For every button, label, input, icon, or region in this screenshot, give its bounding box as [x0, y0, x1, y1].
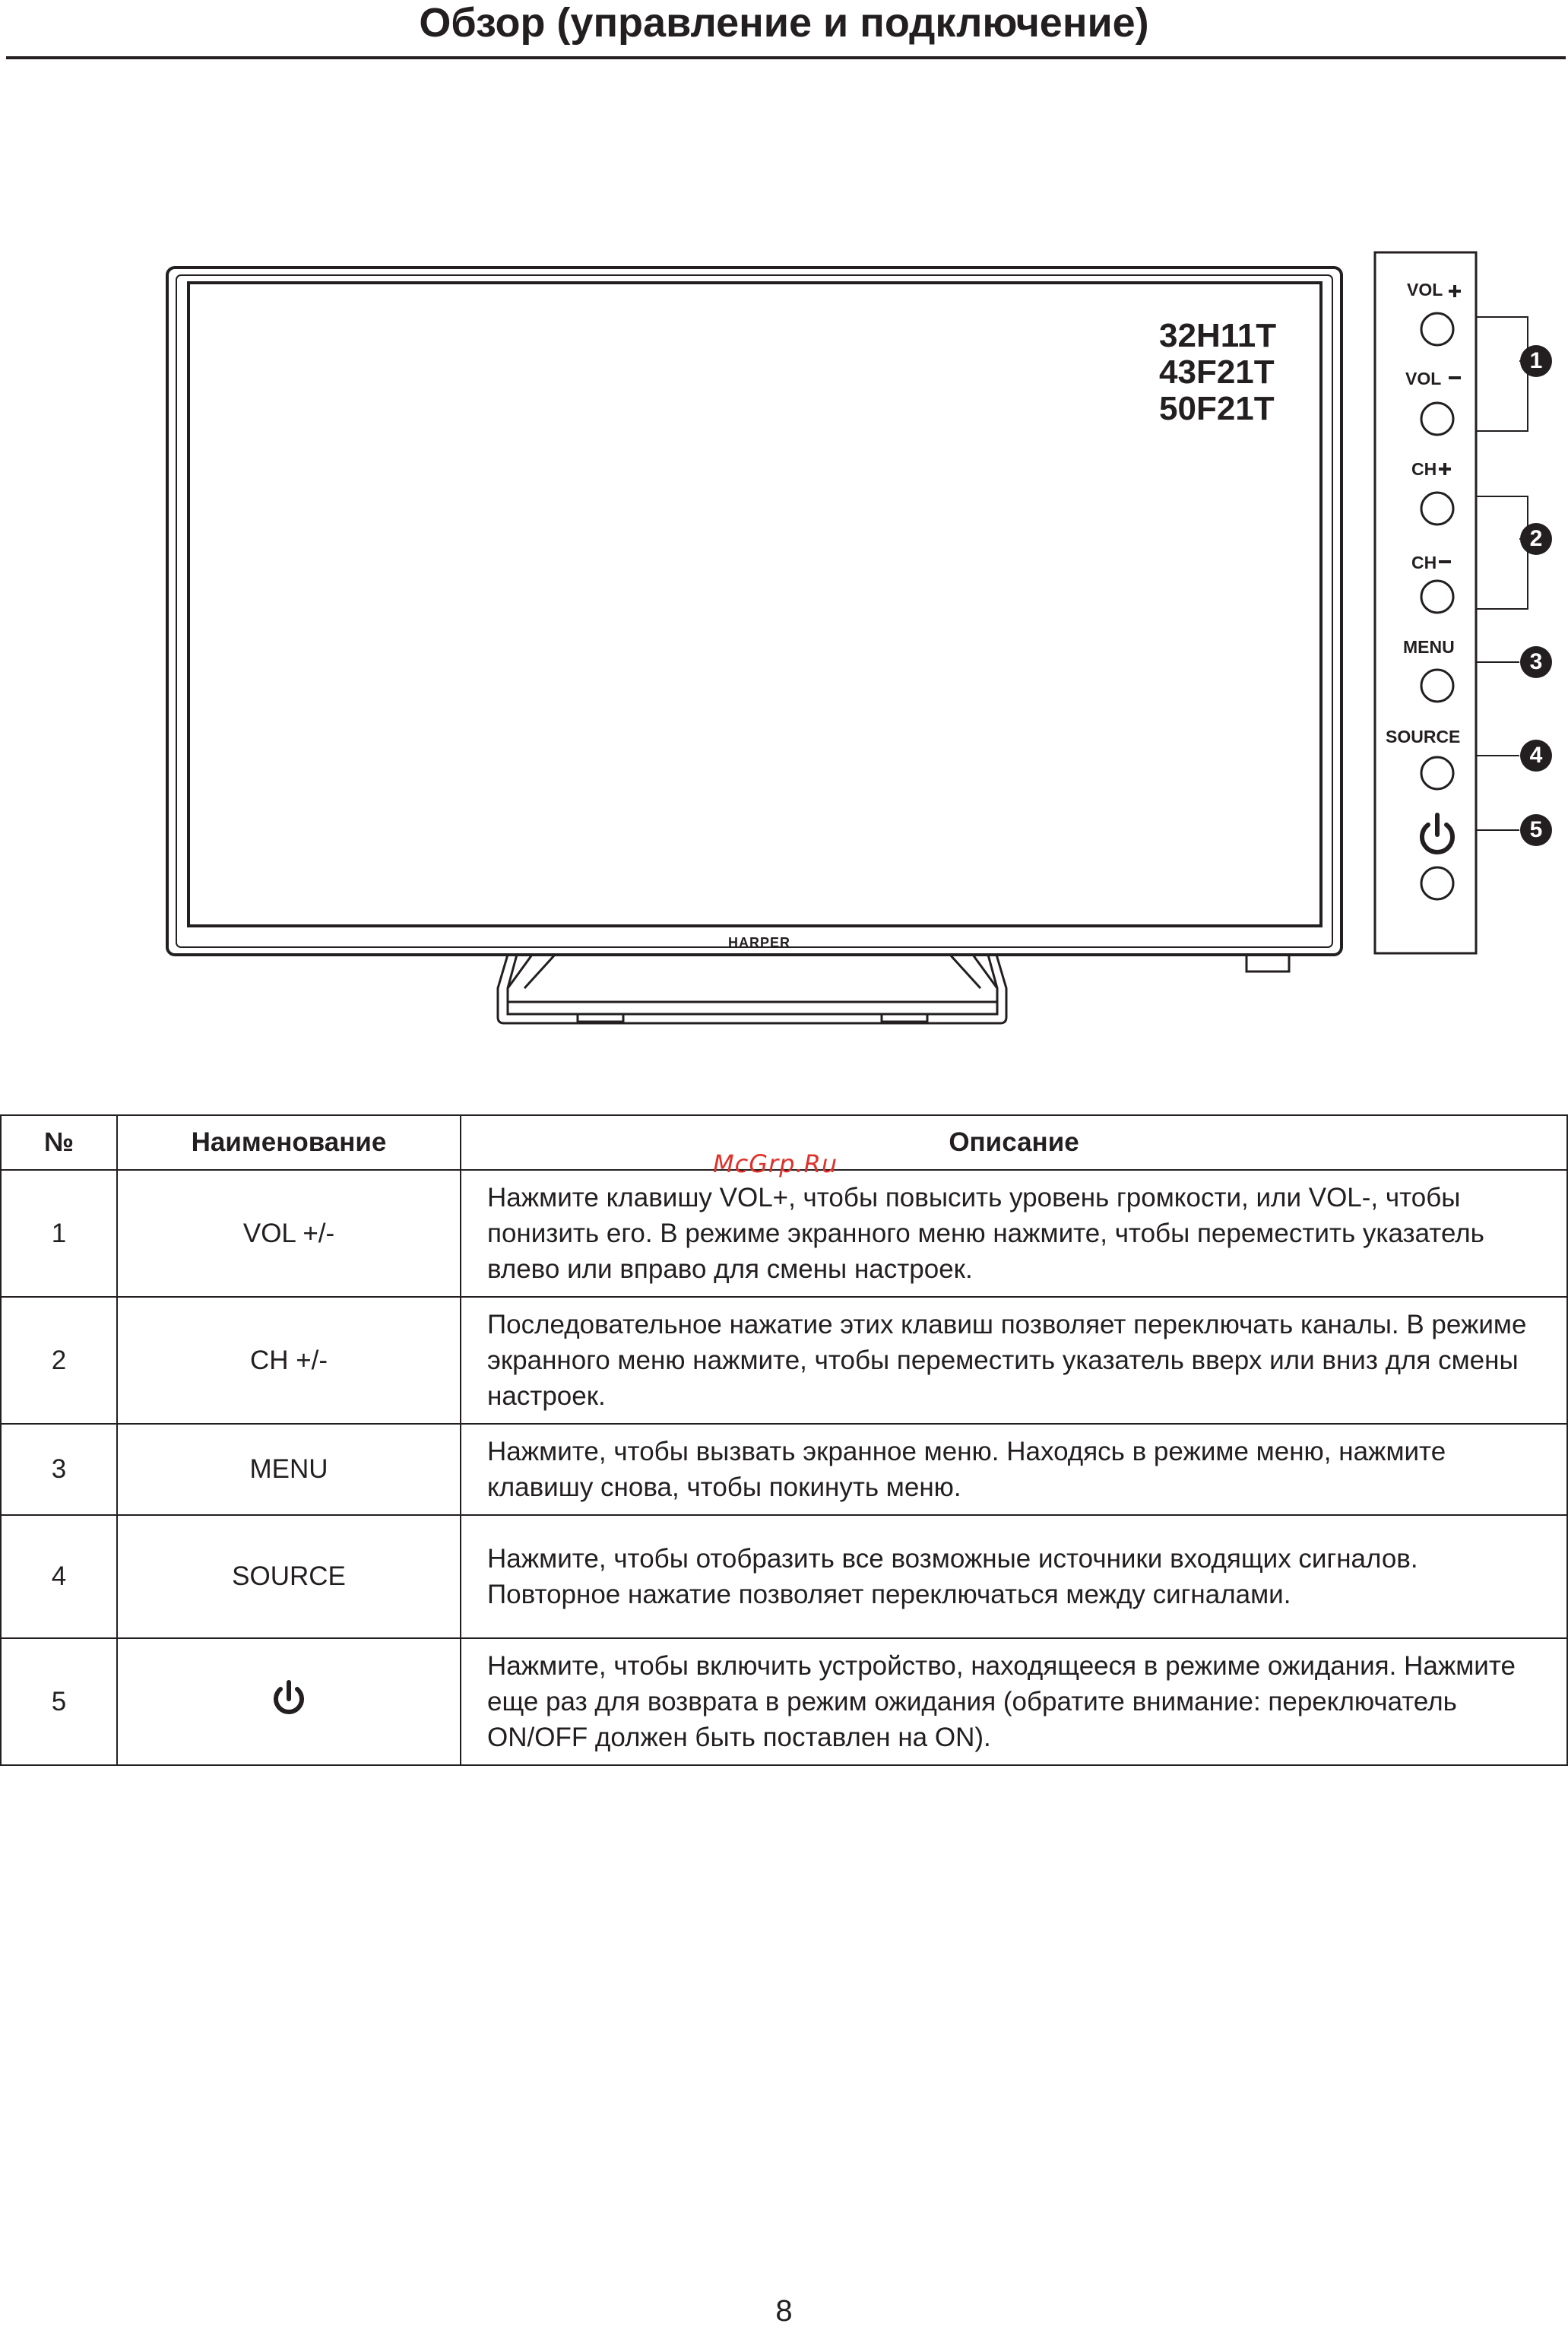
row-number: 3 — [1, 1424, 117, 1515]
model-label: 32H11T — [1159, 317, 1277, 354]
power-icon — [1422, 815, 1452, 852]
vol-minus-button-circle — [1421, 403, 1453, 435]
page-number: 8 — [775, 2294, 793, 2328]
row-description: Нажмите, чтобы отобразить все возможные источники входящих сигналов. Повторное нажатие позволяет переключаться между сигналами. — [461, 1515, 1567, 1638]
table-row — [1, 1638, 1567, 1765]
control-nub — [1246, 955, 1289, 972]
vol-plus-label: VOL — [1407, 280, 1443, 300]
callout-2-leader — [1476, 496, 1528, 609]
row-number: 1 — [1, 1170, 117, 1297]
row-name: VOL +/- — [117, 1170, 461, 1297]
callout-2: 2 — [1520, 523, 1552, 555]
source-button-circle — [1421, 757, 1453, 789]
row-number: 4 — [1, 1515, 117, 1638]
model-list — [1159, 318, 1276, 427]
page-title: Обзор (управление и подключение) — [419, 0, 1149, 46]
menu-label: MENU — [1403, 637, 1455, 657]
row-name — [117, 1638, 461, 1765]
callout-4: 4 — [1520, 740, 1552, 772]
watermark: McGrp.Ru — [713, 1149, 838, 1178]
tv-screen — [188, 283, 1321, 926]
ch-minus-button-circle — [1421, 581, 1453, 613]
header-number: № — [1, 1115, 117, 1170]
power-button-circle — [1421, 867, 1453, 899]
vol-minus-label: VOL — [1405, 369, 1442, 388]
menu-button-circle — [1421, 670, 1453, 702]
callout-1: 1 — [1520, 345, 1552, 377]
row-number: 5 — [1, 1638, 117, 1765]
panel-button-circles — [1421, 313, 1453, 899]
row-number: 2 — [1, 1297, 117, 1424]
model-label: 50F21T — [1159, 390, 1275, 427]
table-row — [1, 1170, 1567, 1297]
ch-plus-label: CH — [1411, 459, 1437, 479]
callout-1-leader — [1476, 317, 1528, 431]
row-name: MENU — [117, 1424, 461, 1515]
table-row — [1, 1297, 1567, 1424]
tv-stand — [498, 955, 1006, 1023]
table-row — [1, 1515, 1567, 1638]
callout-3: 3 — [1520, 646, 1552, 678]
row-description: Нажмите, чтобы включить устройство, находящееся в режиме ожидания. Нажмите еще раз для возврата в режим ожидания (обратите внимание: переключатель ON/OFF должен быть поставлен на ON). — [461, 1638, 1567, 1765]
row-description: Нажмите, чтобы вызвать экранное меню. Находясь в режиме меню, нажмите клавишу снова, чтобы покинуть меню. — [461, 1424, 1567, 1515]
header-name: Наименование — [117, 1115, 461, 1170]
power-icon — [269, 1678, 309, 1718]
row-name: SOURCE — [117, 1515, 461, 1638]
source-label: SOURCE — [1386, 727, 1461, 746]
controls-table — [0, 1114, 1568, 1766]
ch-plus-button-circle — [1421, 493, 1453, 525]
row-name: CH +/- — [117, 1297, 461, 1424]
header-description: Описание — [461, 1115, 1567, 1170]
brand-logo-text: HARPER — [728, 935, 791, 950]
row-description: Последовательное нажатие этих клавиш позволяет переключать каналы. В режиме экранного меню нажмите, чтобы переместить указатель вверх или вниз для смены настроек. — [461, 1297, 1567, 1424]
tv-diagram — [0, 0, 1568, 1064]
row-description: Нажмите клавишу VOL+, чтобы повысить уровень громкости, или VOL-, чтобы понизить его. В режиме экранного меню нажмите, чтобы переместить указатель влево или вправо для смены настроек. — [461, 1170, 1567, 1297]
table-row — [1, 1424, 1567, 1515]
vol-plus-button-circle — [1421, 313, 1453, 345]
callout-5: 5 — [1520, 814, 1552, 846]
model-label: 43F21T — [1159, 353, 1275, 391]
ch-minus-label: CH — [1411, 553, 1437, 572]
